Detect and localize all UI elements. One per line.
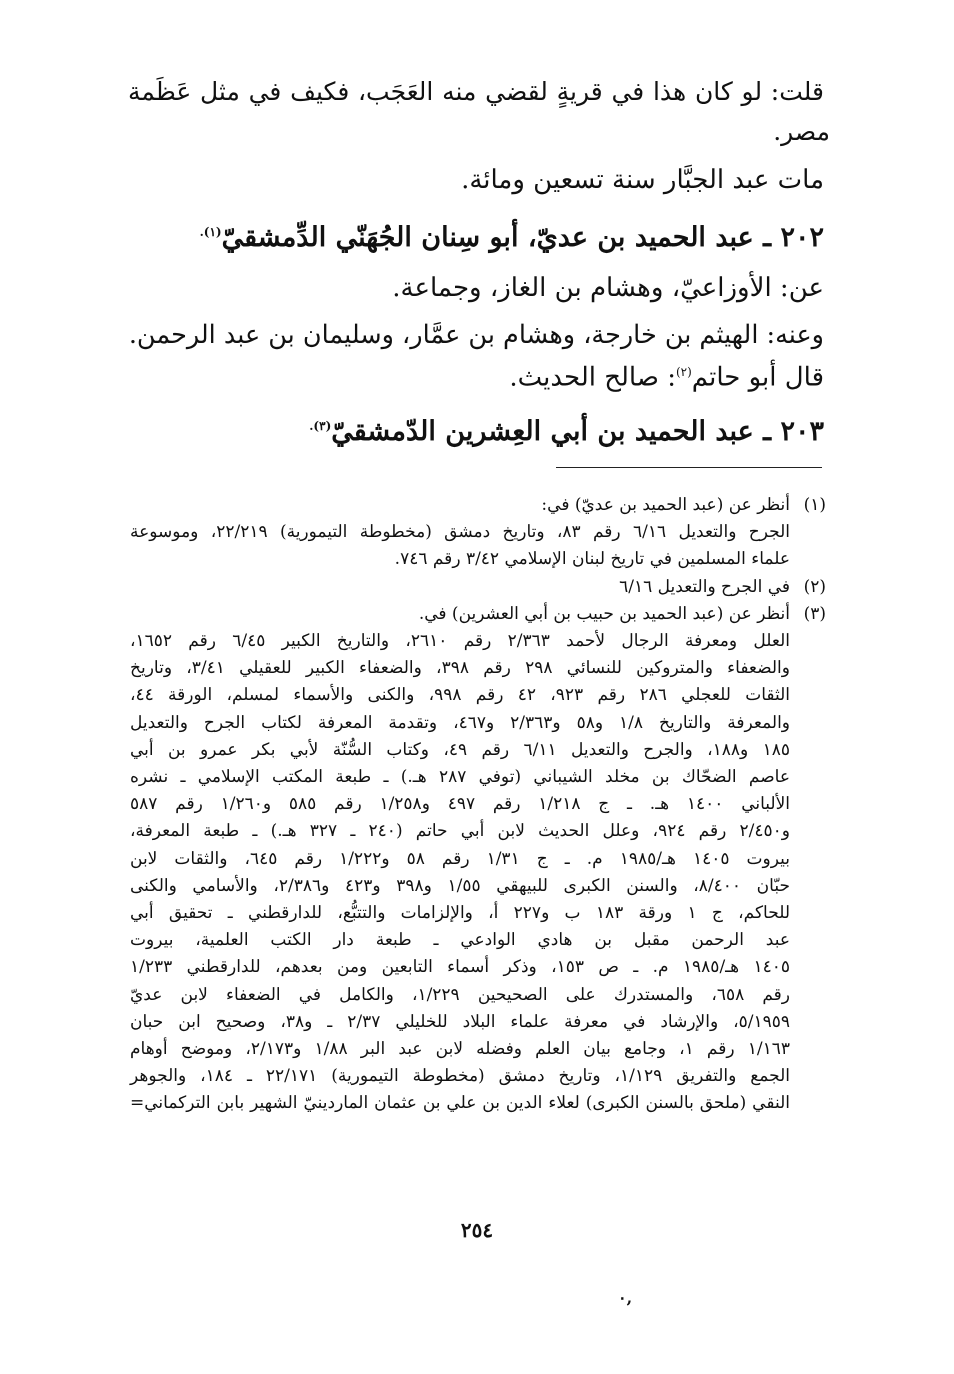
page-number: ٢٥٤	[460, 1218, 494, 1242]
footnote-ref-3[interactable]: (٣).	[309, 419, 332, 433]
footnote-line: الثقات للعجلي ٢٨٦ رقم ٩٢٣، ٤٢ رقم ٩٩٨، والكنى والأسماء لمسلم، الورقة ٤٤،	[130, 685, 791, 706]
footnote-number: (٣)	[803, 603, 826, 624]
footnote-line: و٢/٤٥٠ رقم ٩٢٤، وعلل الحديث لابن أبي حاتم (٢٤٠ ـ ٣٢٧ هـ.) ـ طبعة المعرفة،	[130, 821, 790, 842]
death-note: مات عبد الجبَّار سنة تسعين ومائة.	[461, 165, 824, 195]
footnote-line: ١٤٠٥ هـ/١٩٨٥ م. ـ ص ١٥٣، وذكر أسماء التابعين ومن بعدهم، للدارقطني ١/٢٣٣	[130, 957, 790, 978]
footnote-divider	[556, 467, 822, 468]
main-text	[128, 72, 830, 447]
footnote-line: ١٨٥ و١٨٨، والجرح والتعديل ٦/١١ رقم ٤٩، وكتاب السُّنّة لأبي بكر عمرو بن أبي	[130, 739, 790, 760]
footnote-line: أنظر عن (عبد الحميد بن عديّ) في:	[541, 495, 790, 515]
footnote-number: (١)	[803, 495, 826, 515]
footnote-line: في الجرح والتعديل ٦/١٦	[619, 576, 790, 597]
abu-hatim-note	[128, 352, 824, 398]
footnote-line: الألباني ١٤٠٠ هـ. ـ ج ١/٢١٨ رقم ٤٩٧ و١/٢٥٨ رقم ٥٨٥ و١/٢٦٠ رقم ٥٨٧	[130, 794, 791, 815]
footnote-line: حبّان ٨/٤٠٠، والسنن الكبرى للبيهقي ١/٥٥ و٣٩٨ و٤٢٣ و٢/٣٨٦، والأسامي والكنى	[130, 875, 790, 896]
footnote-line: عاصم الضحّاك بن مخلد الشيباني (توفي ٢٨٧ هـ.) ـ طبعة المكتب الإسلامي ـ نشره	[130, 767, 790, 788]
bottom-mark: ٠,	[618, 1288, 633, 1307]
intro-line-1: قلت: لو كان هذا في قريةٍ لقضي منه العَجَب، فكيف في مثل عَظَمة	[128, 77, 824, 106]
footnote-line: عبد الرحمن مقبل بن هادي الوادعي ـ طبعة دار الكتب العلمية، بيروت	[130, 930, 790, 951]
footnote-line: النقي (ملحق بالسنن الكبرى) لعلاء الدين بن علي بن عثمان الماردينيّ الشهير بابن التركماني=	[130, 1093, 790, 1114]
footnote-line: بيروت ١٤٠٥ هـ/١٩٨٥ م. ـ ج ١/٣١ رقم ٥٨ و١/٢٢٢ رقم ٦٤٥، والثقات لابن	[130, 848, 791, 869]
entry-203-title: ٢٠٣ ـ عبد الحميد بن أبي العِشرين الدّمشقيّ	[331, 416, 824, 447]
footnote-line: للحاكم، ج ١ ورقة ١٨٣ ب و٢٢٧ أ، والإلزامات والتتبُّع، للدارقطني ـ تحقيق أبي	[130, 903, 790, 924]
footnote-line: رقم ٦٥٨، والمستدرك على الصحيحين ١/٢٢٩، والكامل في الضعفاء لابن عديّ	[130, 984, 790, 1005]
footnote-1	[130, 492, 826, 574]
footnote-ref-1[interactable]: (١).	[199, 225, 222, 239]
footnote-3	[130, 601, 826, 1118]
footnotes	[130, 492, 826, 1118]
entry-203-heading	[128, 406, 824, 452]
footnote-line: الجمع والتفريق ١/١٢٩، وتاريخ دمشق (مخطوطة التيمورية) ٢٢/١٧١ ـ ١٨٤، والجوهر	[130, 1066, 791, 1087]
footnote-ref-2[interactable]: (٢)	[675, 365, 692, 379]
footnote-line: الجرح والتعديل ٦/١٦ رقم ٨٣، وتاريخ دمشق (مخطوطة التيمورية) ٢٢/٢١٩، وموسوعة	[130, 522, 790, 543]
footnote-number: (٢)	[803, 576, 826, 597]
intro-line-2: مصر.	[773, 117, 830, 146]
footnote-line: والضعفاء والمتروكين للنسائي ٢٩٨ رقم ٣٩٨، والضعفاء الكبير للعقيلي ٣/٤١، وتاريخ	[130, 658, 790, 679]
footnote-line: ١/١٦٣ رقم ١، وجامع بيان العلم وفضله لابن عبد البر ١/٨٨ و٢/١٧٣، وموضح أوهام	[130, 1039, 790, 1060]
footnote-line: والمعرفة والتاريخ ١/٨ و٥٨ و٢/٣٦٣ و٤٦٧، وتقدمة المعرفة لكتاب الجرح والتعديل	[130, 712, 791, 733]
footnote-line: ٥/١٩٥٩، والإرشاد في معرفة علماء البلاد للخليلي ٢/٣٧ ـ و٣٨، وصحيح ابن حبان	[130, 1011, 791, 1032]
entry-202-title: ٢٠٢ ـ عبد الحميد بن عديّ، أبو سِنان الجُهَنّي الدِّمشقيّ	[221, 222, 824, 253]
narrated-from: عن: الأوزاعيّ، وهشام بن الغاز، وجماعة.	[392, 273, 824, 303]
abu-hatim-after: : صالح الحديث.	[509, 362, 676, 393]
narrated-by: وعنه: الهيثم بن خارجة، وهشام بن عمَّار، وسليمان بن عبد الرحمن.	[128, 320, 824, 350]
entry-202-heading	[128, 212, 824, 258]
footnote-line: علماء المسلمين في تاريخ لبنان الإسلامي ٣/٤٢ رقم ٧٤٦.	[394, 549, 790, 570]
abu-hatim-before: قال أبو حاتم	[691, 362, 824, 393]
footnote-2	[130, 574, 826, 601]
footnote-line: العلل ومعرفة الرجال لأحمد ٢/٣٦٣ رقم ٢٦١٠، والتاريخ الكبير ٦/٤٥ رقم ١٦٥٢،	[130, 631, 790, 652]
footnote-line: أنظر عن (عبد الحميد بن حبيب بن أبي العشرين) في.	[418, 603, 790, 624]
